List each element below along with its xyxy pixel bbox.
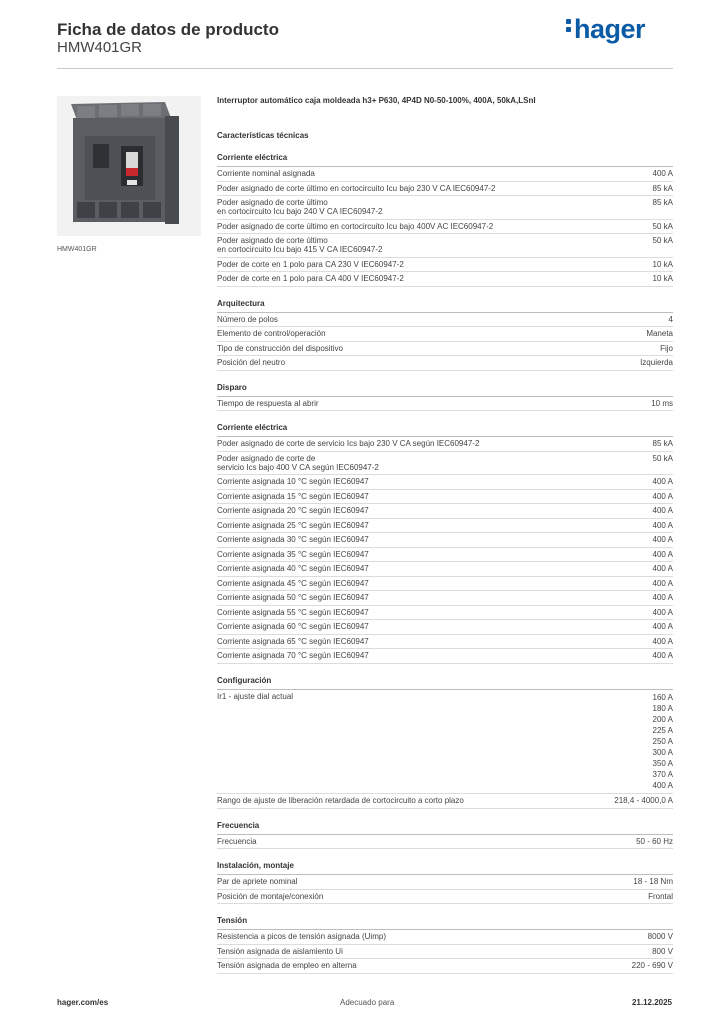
spec-row xyxy=(217,342,673,357)
spec-row xyxy=(217,182,673,197)
spec-value: 400 A xyxy=(652,169,673,178)
spec-row xyxy=(217,437,673,452)
spec-row xyxy=(217,577,673,592)
spec-row xyxy=(217,196,673,220)
spec-label: Corriente asignada 70 °C según IEC60947 xyxy=(217,651,369,660)
spec-value: 50 kA xyxy=(652,236,673,245)
section-title: Frecuencia xyxy=(217,809,673,835)
spec-label: Poder asignado de corte de servicio Ics bajo 230 V CA según IEC60947-2 xyxy=(217,439,480,448)
spec-value: 10 kA xyxy=(652,274,673,283)
spec-value: 400 A xyxy=(652,636,673,646)
spec-label: Par de apriete nominal xyxy=(217,877,298,886)
section-title: Instalación, montaje xyxy=(217,849,673,875)
spec-value: 400 A xyxy=(652,593,673,602)
hager-logo xyxy=(566,14,645,45)
spec-row xyxy=(217,258,673,273)
spec-row xyxy=(217,167,673,182)
spec-value: 180 A xyxy=(652,703,673,713)
spec-value: 400 A xyxy=(652,520,673,530)
logo-text: hager xyxy=(574,14,646,44)
spec-row xyxy=(217,562,673,577)
header-divider xyxy=(57,68,673,69)
section-title: Tensión xyxy=(217,904,673,930)
spec-value: Maneta xyxy=(646,329,673,338)
spec-label: Rango de ajuste de liberación retardada de cortocircuito a corto plazo xyxy=(217,796,464,805)
product-image xyxy=(57,96,201,236)
spec-value: Frontal xyxy=(648,891,673,901)
footer-website[interactable]: hager.com/es xyxy=(57,998,109,1007)
spec-sections xyxy=(217,153,673,974)
spec-row xyxy=(217,475,673,490)
spec-label: Tensión asignada de empleo en alterna xyxy=(217,961,357,970)
spec-row xyxy=(217,835,673,850)
spec-row xyxy=(217,452,673,476)
spec-value: 400 A xyxy=(652,491,673,501)
spec-value: Izquierda xyxy=(640,358,673,367)
section-title: Arquitectura xyxy=(217,287,673,313)
spec-label: Número de polos xyxy=(217,314,278,324)
spec-value: 85 kA xyxy=(652,183,673,193)
spec-value: 200 A xyxy=(652,714,673,724)
page-title: Ficha de datos de producto xyxy=(57,20,279,39)
section-title: Corriente eléctrica xyxy=(217,411,673,437)
image-caption: HMW401GR xyxy=(57,246,97,253)
spec-label: Corriente asignada 45 °C según IEC60947 xyxy=(217,578,369,588)
spec-label: Corriente asignada 25 °C según IEC60947 xyxy=(217,520,369,530)
spec-value: 400 A xyxy=(652,780,673,790)
spec-row xyxy=(217,220,673,235)
spec-label: Corriente nominal asignada xyxy=(217,169,315,178)
spec-row xyxy=(217,875,673,890)
section-title: Corriente eléctrica xyxy=(217,153,673,167)
spec-value: 218,4 - 4000,0 A xyxy=(614,796,673,805)
spec-label: Elemento de control/operación xyxy=(217,329,326,338)
spec-label: Tensión asignada de aislamiento Ui xyxy=(217,946,343,956)
spec-row xyxy=(217,690,673,795)
spec-value: 8000 V xyxy=(647,932,673,941)
spec-label: Ir1 - ajuste dial actual xyxy=(217,691,294,701)
spec-label: Poder asignado de corte último en cortocircuito Icu bajo 400V AC IEC60947-2 xyxy=(217,221,494,231)
spec-content xyxy=(217,96,673,974)
spec-row xyxy=(217,519,673,534)
spec-label: Corriente asignada 65 °C según IEC60947 xyxy=(217,636,369,646)
spec-row xyxy=(217,397,673,412)
spec-value: 10 kA xyxy=(652,259,673,269)
spec-label: Corriente asignada 55 °C según IEC60947 xyxy=(217,607,369,617)
page-subtitle: HMW401GR xyxy=(57,39,143,56)
spec-row xyxy=(217,794,673,809)
spec-value: 18 - 18 Nm xyxy=(633,877,673,886)
spec-value: 225 A xyxy=(652,725,673,735)
spec-label: Poder asignado de corte último en cortocircuito Icu bajo 230 V CA IEC60947-2 xyxy=(217,183,496,193)
spec-value: 85 kA xyxy=(652,198,673,207)
spec-value: 400 A xyxy=(652,578,673,588)
characteristics-heading: Características técnicas xyxy=(217,131,309,140)
spec-row xyxy=(217,327,673,342)
spec-label: Corriente asignada 40 °C según IEC60947 xyxy=(217,564,369,573)
spec-row xyxy=(217,533,673,548)
section-title: Disparo xyxy=(217,371,673,397)
logo-dots-icon xyxy=(566,16,572,35)
spec-value: 400 A xyxy=(652,622,673,631)
spec-label: Corriente asignada 50 °C según IEC60947 xyxy=(217,593,369,602)
footer-center-text: Adecuado para xyxy=(340,998,395,1007)
spec-row xyxy=(217,234,673,258)
spec-row xyxy=(217,548,673,563)
spec-value: 400 A xyxy=(652,549,673,559)
spec-value: Fijo xyxy=(660,343,673,353)
spec-label: Poder asignado de corte último en cortocircuito Icu bajo 240 V CA IEC60947-2 xyxy=(217,198,383,216)
spec-row xyxy=(217,490,673,505)
spec-value: 300 A xyxy=(652,747,673,757)
spec-value: 220 - 690 V xyxy=(631,961,673,970)
spec-value: 4 xyxy=(668,314,673,324)
spec-value-list xyxy=(653,692,673,791)
spec-row xyxy=(217,591,673,606)
spec-value: 250 A xyxy=(652,736,673,746)
spec-label: Resistencia a picos de tensión asignada (Uimp) xyxy=(217,932,386,941)
spec-row xyxy=(217,959,673,974)
spec-label: Corriente asignada 20 °C según IEC60947 xyxy=(217,506,369,515)
spec-row xyxy=(217,313,673,328)
spec-value: 50 - 60 Hz xyxy=(636,836,673,846)
spec-value: 400 A xyxy=(652,477,673,486)
spec-value: 160 A xyxy=(652,692,673,702)
spec-row xyxy=(217,930,673,945)
spec-row xyxy=(217,649,673,664)
spec-row xyxy=(217,620,673,635)
spec-label: Frecuencia xyxy=(217,836,257,846)
spec-value: 400 A xyxy=(652,651,673,660)
spec-value: 350 A xyxy=(652,758,673,768)
spec-label: Tiempo de respuesta al abrir xyxy=(217,398,319,408)
spec-row xyxy=(217,272,673,287)
spec-value: 400 A xyxy=(652,535,673,544)
spec-label: Tipo de construcción del dispositivo xyxy=(217,343,343,353)
spec-value: 400 A xyxy=(652,607,673,617)
spec-row xyxy=(217,606,673,621)
spec-value: 85 kA xyxy=(652,439,673,448)
spec-row xyxy=(217,890,673,905)
spec-value: 800 V xyxy=(652,946,673,956)
spec-label: Corriente asignada 15 °C según IEC60947 xyxy=(217,491,369,501)
product-description: Interruptor automático caja moldeada h3+ P630, 4P4D N0-50-100%, 400A, 50kA,LSnI xyxy=(217,96,536,105)
footer-date: 21.12.2025 xyxy=(631,998,672,1007)
spec-label: Poder asignado de corte de servicio Ics bajo 400 V CA según IEC60947-2 xyxy=(217,453,379,472)
spec-row xyxy=(217,504,673,519)
spec-label: Corriente asignada 10 °C según IEC60947 xyxy=(217,477,369,486)
spec-label: Corriente asignada 35 °C según IEC60947 xyxy=(217,549,369,559)
spec-value: 50 kA xyxy=(652,453,673,463)
spec-value: 400 A xyxy=(652,564,673,573)
spec-label: Poder asignado de corte último en cortocircuito Icu bajo 415 V CA IEC60947-2 xyxy=(217,236,383,254)
spec-label: Poder de corte en 1 polo para CA 400 V IEC60947-2 xyxy=(217,274,404,283)
spec-label: Posición del neutro xyxy=(217,358,286,367)
spec-row xyxy=(217,635,673,650)
section-title: Configuración xyxy=(217,664,673,690)
spec-value: 400 A xyxy=(652,506,673,515)
spec-value: 10 ms xyxy=(651,398,673,408)
spec-value: 370 A xyxy=(652,769,673,779)
spec-value: 50 kA xyxy=(652,221,673,231)
spec-label: Corriente asignada 60 °C según IEC60947 xyxy=(217,622,369,631)
spec-row xyxy=(217,945,673,960)
spec-label: Poder de corte en 1 polo para CA 230 V IEC60947-2 xyxy=(217,259,404,269)
spec-row xyxy=(217,356,673,371)
spec-label: Posición de montaje/conexión xyxy=(217,891,324,901)
spec-label: Corriente asignada 30 °C según IEC60947 xyxy=(217,535,369,544)
